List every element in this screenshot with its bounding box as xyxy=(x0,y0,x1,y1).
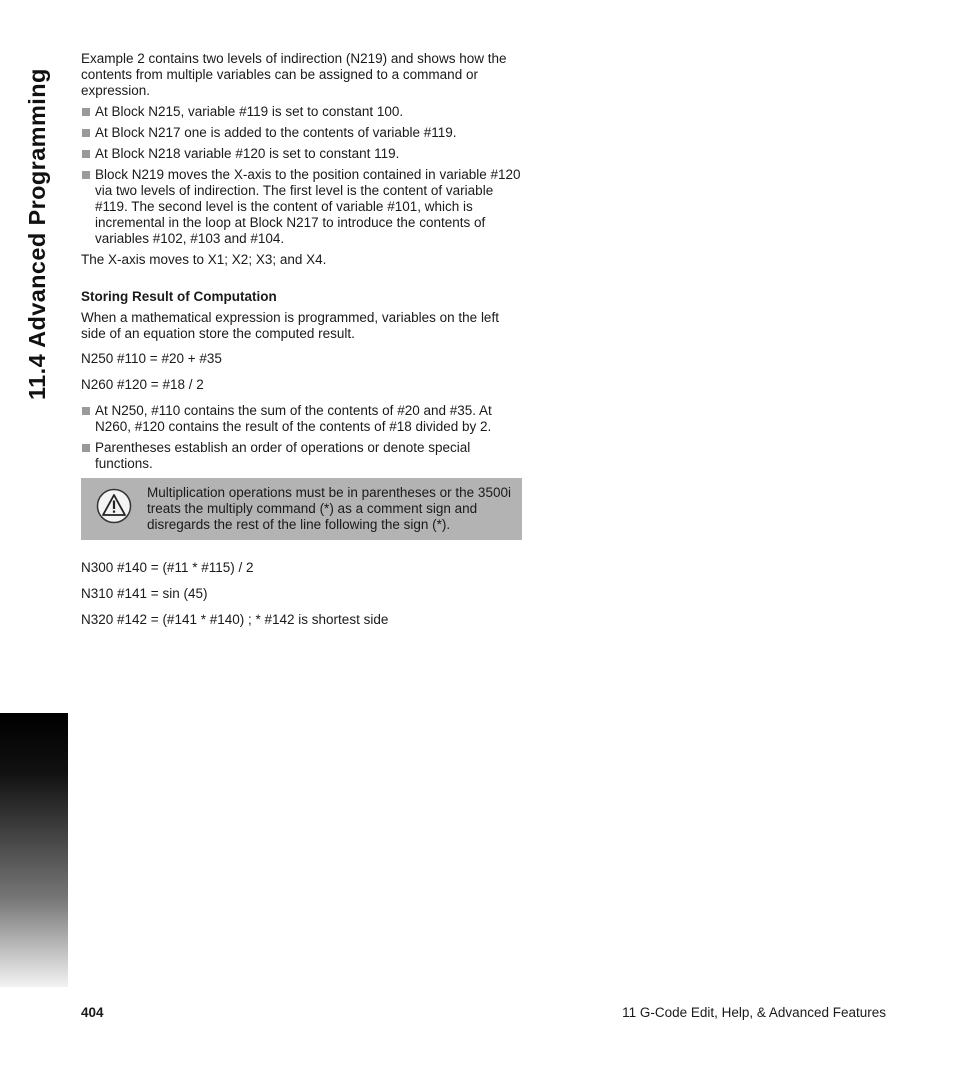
section-title-text: 11.4 Advanced Programming xyxy=(24,68,50,400)
warning-note-text: Multiplication operations must be in parentheses or the 3500i treats the multiply command (*) as a comment sign and disregards the rest of the line following the sign (*). xyxy=(147,485,511,532)
block-bullets-list xyxy=(81,104,526,247)
storing-paragraph: When a mathematical expression is programmed, variables on the left side of an equation store the computed result. xyxy=(81,310,499,341)
bullet-square-icon xyxy=(82,171,90,179)
bullet-square-icon xyxy=(82,444,90,452)
computation-bullets-list xyxy=(81,403,526,472)
list-item-text: Parentheses establish an order of operations or denote special functions. xyxy=(95,440,471,471)
list-item xyxy=(81,104,526,120)
code-line: N310 #141 = sin (45) xyxy=(81,586,208,601)
list-item-text: At Block N215, variable #119 is set to constant 100. xyxy=(95,104,404,119)
list-item-text: At Block N217 one is added to the contents of variable #119. xyxy=(95,125,457,140)
intro-paragraph: Example 2 contains two levels of indirection (N219) and shows how the contents from multiple variables can be assigned to a command or expression. xyxy=(81,51,507,98)
code-line: N250 #110 = #20 + #35 xyxy=(81,351,222,366)
list-item-text: At Block N218 variable #120 is set to constant 119. xyxy=(95,146,400,161)
warning-note-box xyxy=(81,478,522,540)
bullet-square-icon xyxy=(82,407,90,415)
section-heading: Storing Result of Computation xyxy=(81,289,277,304)
list-item xyxy=(81,440,526,472)
bullet-square-icon xyxy=(82,150,90,158)
chapter-tab-bar xyxy=(0,713,68,987)
list-item-text: At N250, #110 contains the sum of the contents of #20 and #35. At N260, #120 contains the result of the contents of #18 divided by 2. xyxy=(95,403,492,434)
x-axis-moves-text: The X-axis moves to X1; X2; X3; and X4. xyxy=(81,252,327,267)
chapter-title: 11 G-Code Edit, Help, & Advanced Features xyxy=(622,1005,886,1020)
list-item xyxy=(81,167,526,247)
code-line: N260 #120 = #18 / 2 xyxy=(81,377,204,392)
bullet-square-icon xyxy=(82,108,90,116)
code-line: N300 #140 = (#11 * #115) / 2 xyxy=(81,560,254,575)
code-line: N320 #142 = (#141 * #140) ; * #142 is shortest side xyxy=(81,612,389,627)
section-side-title xyxy=(20,54,56,414)
list-item-text: Block N219 moves the X-axis to the position contained in variable #120 via two levels of indirection. The first level is the content of variable #119. The second level is the content of variable #101, which is incremental in the loop at Block N217 to introduce the contents of variables #102, #103 and #104. xyxy=(95,167,521,246)
list-item xyxy=(81,146,526,162)
page-number: 404 xyxy=(81,1005,104,1020)
list-item xyxy=(81,403,526,435)
main-content xyxy=(81,51,526,638)
list-item xyxy=(81,125,526,141)
bullet-square-icon xyxy=(82,129,90,137)
warning-icon xyxy=(81,485,147,524)
